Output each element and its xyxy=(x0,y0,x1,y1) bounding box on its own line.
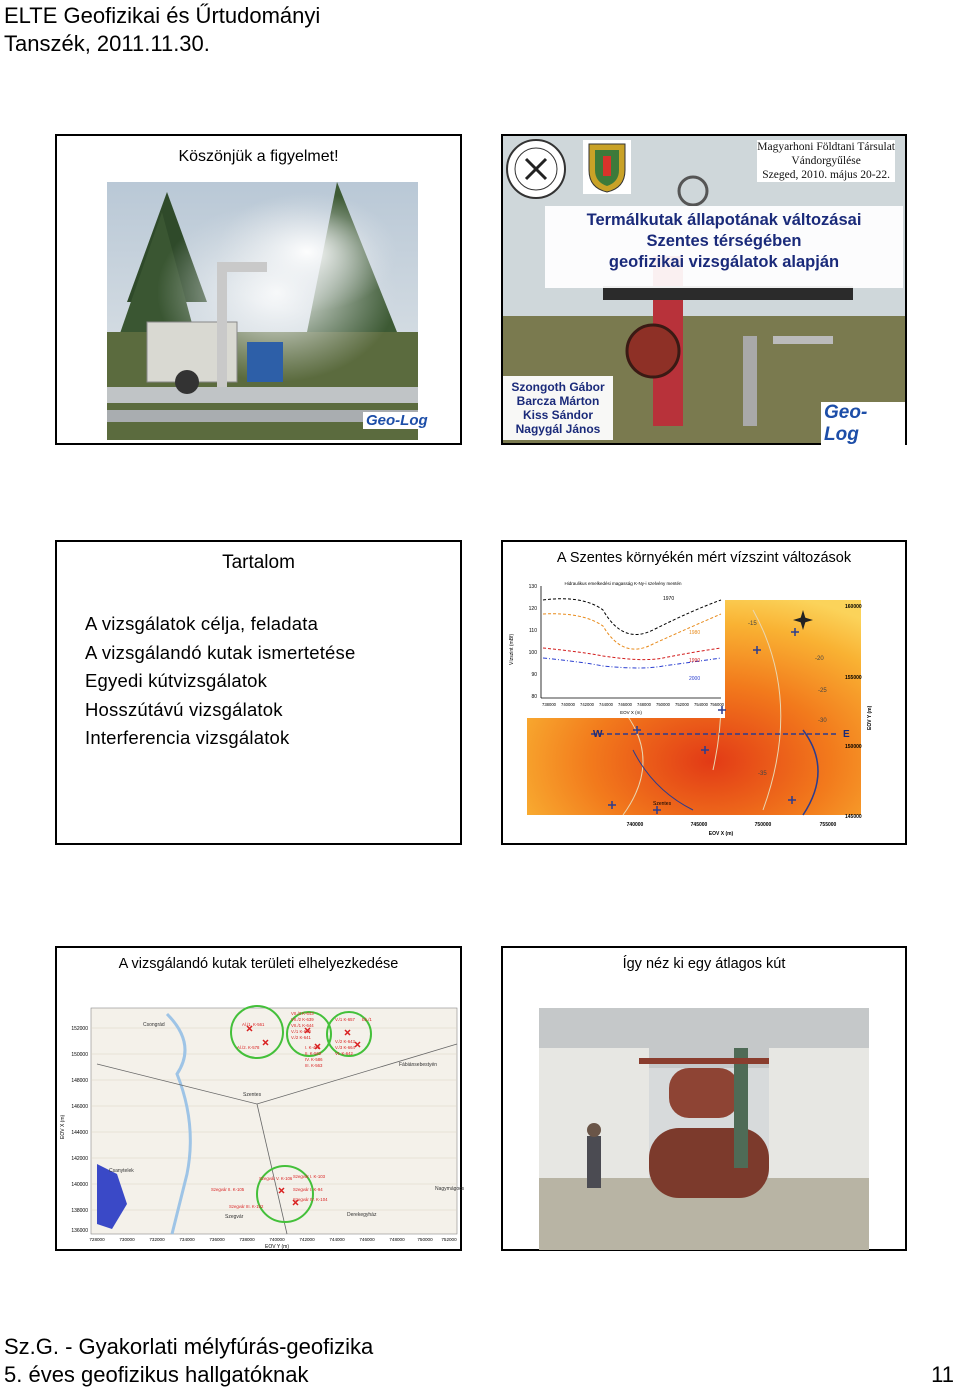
title-line-1: Termálkutak állapotának változásai xyxy=(586,211,862,229)
header-line-2: Tanszék, 2011.11.30. xyxy=(4,31,210,56)
x-tick: 754000 xyxy=(694,702,708,707)
y-tick: 145000 xyxy=(845,814,862,820)
x-tick: 740000 xyxy=(269,1237,285,1242)
slide-typical-well xyxy=(501,946,907,1251)
x-tick: 748000 xyxy=(637,702,651,707)
contour-label: -30 xyxy=(818,718,827,724)
well-label: VI. K-642 xyxy=(335,1051,353,1056)
well-label: Szegvár III. K-102 xyxy=(229,1204,264,1209)
y-tick: 152000 xyxy=(71,1026,88,1032)
slide-title: Köszönjük a figyelmet! xyxy=(178,148,339,165)
society-info xyxy=(757,140,895,182)
well-location-map xyxy=(57,1004,465,1250)
x-tick: 752000 xyxy=(675,702,689,707)
west-label: W xyxy=(593,729,603,740)
y-tick: 130 xyxy=(528,584,537,590)
map-bottom-label: EOV X (m) xyxy=(708,831,734,837)
y-tick: 160000 xyxy=(845,604,862,610)
y-tick: 110 xyxy=(529,628,537,634)
well-label: Szegvár V. K-106 xyxy=(259,1176,293,1181)
profile-chart-title: Hidraulikus emelkedési magasság K-Ny-i szelvény mentén xyxy=(564,581,682,586)
society-line-3: Szeged, 2010. május 20-22. xyxy=(762,169,890,181)
x-tick: 748000 xyxy=(389,1237,405,1242)
well-label: II. K-562 xyxy=(305,1051,322,1056)
well-label: VII./3 K-643 xyxy=(291,1011,314,1016)
contour-label: -15 xyxy=(748,621,757,627)
page-number: 11 xyxy=(931,1362,954,1387)
contour-label: -20 xyxy=(815,656,824,662)
y-tick: 150000 xyxy=(845,744,862,750)
map-y-label: EOV X (m) xyxy=(60,1114,66,1139)
author-1: Szongoth Gábor xyxy=(511,380,605,394)
coat-of-arms xyxy=(583,140,631,194)
typical-well-photo xyxy=(539,1008,869,1250)
well-label: Ek./1 xyxy=(362,1017,372,1022)
contour-label: -25 xyxy=(818,688,827,694)
x-tick: 744000 xyxy=(599,702,613,707)
series-label-1990: 1990 xyxy=(689,658,701,664)
contour-label: -35 xyxy=(758,771,767,777)
geo-log-logo: Geo-Log xyxy=(821,402,905,446)
well-label: VII./2 K-639 xyxy=(291,1017,314,1022)
well-label: V./2 K-643 xyxy=(335,1039,355,1044)
presentation-title xyxy=(545,206,903,288)
town-label: Szentes xyxy=(653,801,672,807)
x-tick: 750000 xyxy=(754,822,772,828)
east-label: E xyxy=(843,729,850,740)
well-label: Szegvár II. K-105 xyxy=(211,1187,245,1192)
slide-contents xyxy=(55,540,462,845)
slide-thank-you xyxy=(55,134,462,445)
society-seal xyxy=(506,139,566,199)
contents-item: Interferencia vizsgálatok xyxy=(85,727,290,748)
well-label: I. K-405 xyxy=(305,1045,321,1050)
well-label: Szegvár I. K-94 xyxy=(293,1187,323,1192)
page-footer xyxy=(4,1333,373,1389)
x-tick: 750000 xyxy=(656,702,670,707)
map-x-ticks xyxy=(89,1237,457,1242)
slide-well-locations xyxy=(55,946,465,1251)
x-tick: 742000 xyxy=(299,1237,315,1242)
profile-y-label: Vízszint (mBf) xyxy=(509,633,515,665)
town-label: Derekegyház xyxy=(347,1212,377,1218)
x-tick: 736000 xyxy=(209,1237,225,1242)
x-tick: 742000 xyxy=(580,702,594,707)
well-label: VII./1 K-644 xyxy=(291,1023,314,1028)
y-tick: 148000 xyxy=(71,1078,88,1084)
profile-x-label: EOV X (m) xyxy=(620,710,642,715)
x-tick: 730000 xyxy=(119,1237,135,1242)
y-tick: 144000 xyxy=(71,1130,88,1136)
authors-list xyxy=(503,376,613,440)
contents-item: A vizsgálandó kutak ismertetése xyxy=(85,641,356,663)
y-tick: 138000 xyxy=(71,1208,88,1214)
geo-log-logo: Geo-Log xyxy=(363,412,431,429)
society-line-2: Vándorgyűlése xyxy=(791,155,861,167)
well-label: IV. K-586 xyxy=(305,1057,323,1062)
title-line-2: Szentes térségében xyxy=(646,232,802,250)
well-label: Szegvár IV. K-104 xyxy=(293,1197,328,1202)
well-label: V./1 K-640 xyxy=(291,1029,311,1034)
footer-line-1: Sz.G. - Gyakorlati mélyfúrás-geofizika xyxy=(4,1334,374,1359)
well-label: V./2 K-641 xyxy=(291,1035,311,1040)
y-tick: 120 xyxy=(528,606,537,612)
x-tick: 746000 xyxy=(618,702,632,707)
y-tick: 140000 xyxy=(71,1182,88,1188)
x-tick: 752000 xyxy=(441,1237,457,1242)
well-label: Al./2. K-578 xyxy=(237,1045,260,1050)
x-tick: 732000 xyxy=(149,1237,165,1242)
page-header xyxy=(4,2,320,58)
footer-line-2: 5. éves geofizikus hallgatóknak xyxy=(4,1362,309,1387)
x-tick: 738000 xyxy=(542,702,556,707)
contents-item: A vizsgálatok célja, feladata xyxy=(85,613,319,634)
map-bottom-ticks xyxy=(627,822,837,828)
title-line-3: geofizikai vizsgálatok alapján xyxy=(608,253,840,271)
slide-water-level-changes xyxy=(501,540,907,845)
y-tick: 142000 xyxy=(71,1156,88,1162)
x-tick: 738000 xyxy=(239,1237,255,1242)
town-label: Szegvár xyxy=(225,1214,244,1220)
x-tick: 756000 xyxy=(710,702,724,707)
y-tick: 155000 xyxy=(845,675,862,681)
y-tick: 136000 xyxy=(71,1228,88,1234)
y-tick: 150000 xyxy=(71,1052,88,1058)
y-tick: 90 xyxy=(531,672,537,678)
slide-title: Tartalom xyxy=(222,552,295,573)
well-label: Szegvár I. K-103 xyxy=(293,1174,326,1179)
y-tick: 100 xyxy=(528,650,537,656)
contents-list xyxy=(85,610,355,753)
map-right-label: EOV Y (m) xyxy=(867,705,873,730)
y-tick: 80 xyxy=(531,694,537,700)
slide-title: A Szentes környékén mért vízszint változások xyxy=(556,550,852,566)
town-label: Csanytelek xyxy=(109,1168,134,1174)
author-2: Barcza Márton xyxy=(516,394,600,408)
map-x-label: EOV Y (m) xyxy=(265,1244,289,1250)
well-label: V./3 K-664 xyxy=(335,1045,355,1050)
x-tick: 746000 xyxy=(359,1237,375,1242)
y-tick: 146000 xyxy=(71,1104,88,1110)
slide-title-page xyxy=(501,134,907,445)
contents-item: Hosszútávú vizsgálatok xyxy=(85,698,283,720)
x-tick: 744000 xyxy=(329,1237,345,1242)
series-label-1970: 1970 xyxy=(663,596,675,602)
author-4: Nagygál János xyxy=(515,422,601,436)
town-label: Szentes xyxy=(243,1092,262,1098)
geyser-photo xyxy=(107,182,418,440)
x-tick: 750000 xyxy=(417,1237,433,1242)
header-line-1: ELTE Geofizikai és Űrtudományi xyxy=(4,3,321,28)
well-label: III. K-563 xyxy=(305,1063,323,1068)
x-tick: 745000 xyxy=(690,822,708,828)
x-tick: 728000 xyxy=(89,1237,105,1242)
water-level-figure xyxy=(503,570,905,845)
slide-title: Így néz ki egy átlagos kút xyxy=(622,956,786,972)
town-label: Nagymágocs xyxy=(435,1186,465,1192)
author-3: Kiss Sándor xyxy=(522,408,594,422)
society-line-1: Magyarhoni Földtani Társulat xyxy=(757,141,895,153)
slide-title: A vizsgálandó kutak területi elhelyezkedése xyxy=(118,956,399,972)
x-tick: 740000 xyxy=(561,702,575,707)
x-tick: 755000 xyxy=(819,822,837,828)
town-label: Fábiánsebestyén xyxy=(399,1062,438,1068)
town-label: Csongrád xyxy=(143,1022,165,1028)
x-tick: 734000 xyxy=(179,1237,195,1242)
map-y-ticks xyxy=(71,1026,88,1234)
x-tick: 740000 xyxy=(626,822,644,828)
contents-item: Egyedi kútvizsgálatok xyxy=(85,670,268,691)
series-label-2000: 2000 xyxy=(689,676,701,682)
well-label: V./1 K-657 xyxy=(335,1017,355,1022)
series-label-1980: 1980 xyxy=(689,630,701,636)
well-label: Al./1. K-561 xyxy=(242,1022,265,1027)
